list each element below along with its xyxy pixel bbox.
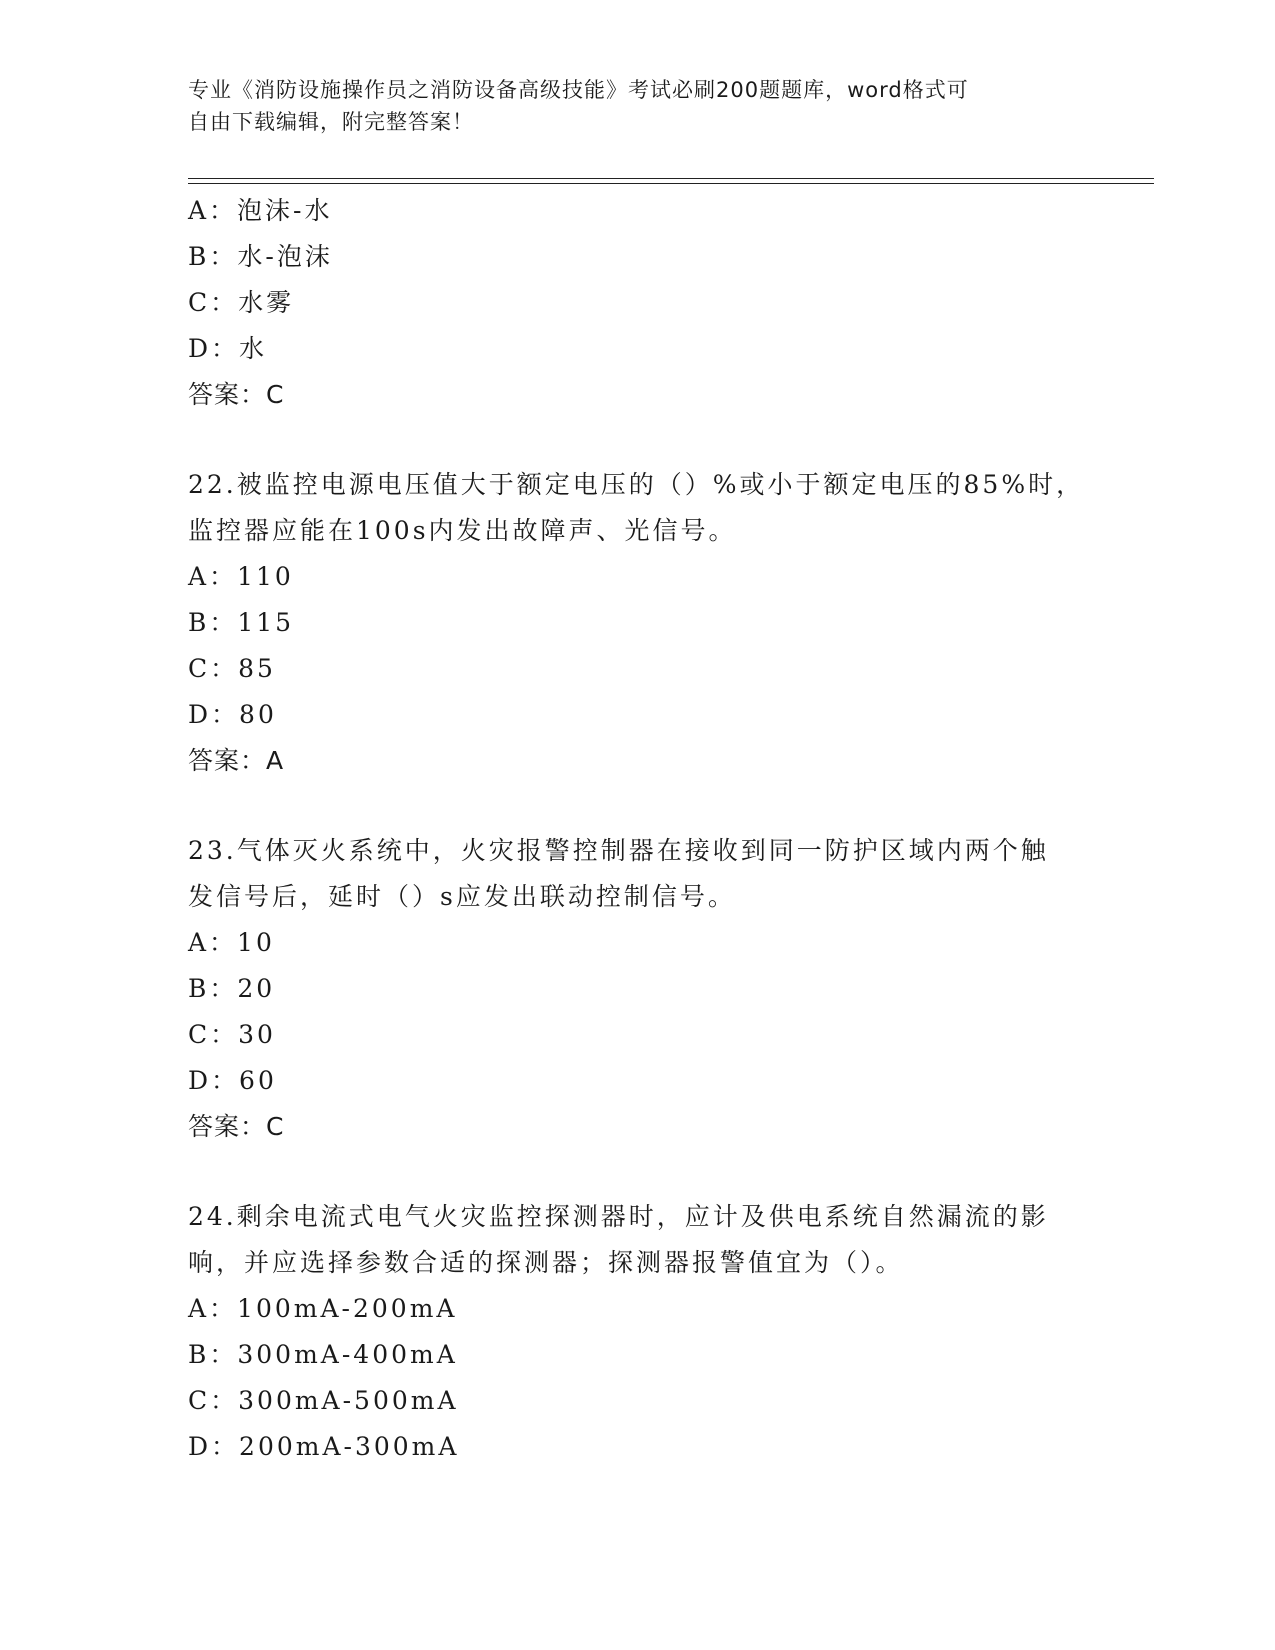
question-list [188,188,1088,1470]
option-b: B：水-泡沫 [188,242,333,271]
question-spacer [188,784,1088,828]
header-line-1: 专业《消防设施操作员之消防设备高级技能》考试必刷200题题库，word格式可 [188,78,969,102]
option-c: C：水雾 [188,288,295,317]
option-a: A：10 [188,928,275,957]
answer: 答案：A [188,746,285,775]
option-c: C：30 [188,1020,276,1049]
option-a: A：110 [188,562,294,591]
question-stem-line-1: 24.剩余电流式电气火灾监控探测器时，应计及供电系统自然漏流的影 [188,1202,1049,1231]
option-b: B：20 [188,974,276,1003]
option-d: D：80 [188,700,277,729]
question-24 [188,1194,1088,1470]
option-c: C：85 [188,654,276,683]
question-stem-line-2: 响，并应选择参数合适的探测器；探测器报警值宜为（）。 [188,1248,904,1277]
question-stem-line-1: 23.气体灭火系统中，火灾报警控制器在接收到同一防护区域内两个触 [188,836,1049,865]
option-c: C：300mA-500mA [188,1386,459,1415]
question-23 [188,828,1088,1150]
option-a: A：100mA-200mA [188,1294,458,1323]
question-stem-line-2: 发信号后，延时（）s应发出联动控制信号。 [188,882,736,911]
question-stem-line-1: 22.被监控电源电压值大于额定电压的（）%或小于额定电压的85%时， [188,470,1085,499]
option-d: D：60 [188,1066,277,1095]
question-22 [188,462,1088,784]
question-stem-line-2: 监控器应能在100s内发出故障声、光信号。 [188,516,737,545]
question-spacer [188,418,1088,462]
option-d: D：水 [188,334,268,363]
header-line-2: 自由下载编辑，附完整答案！ [188,110,474,134]
answer: 答案：C [188,1112,285,1141]
header-divider-top [188,178,1154,179]
option-d: D：200mA-300mA [188,1432,460,1461]
option-b: B：115 [188,608,295,637]
option-b: B：300mA-400mA [188,1340,458,1369]
question-21 [188,188,1088,418]
option-a: A：泡沫-水 [188,196,333,225]
header-divider-bottom [188,183,1154,184]
document-header [188,74,1088,138]
answer: 答案：C [188,380,285,409]
question-spacer [188,1150,1088,1194]
